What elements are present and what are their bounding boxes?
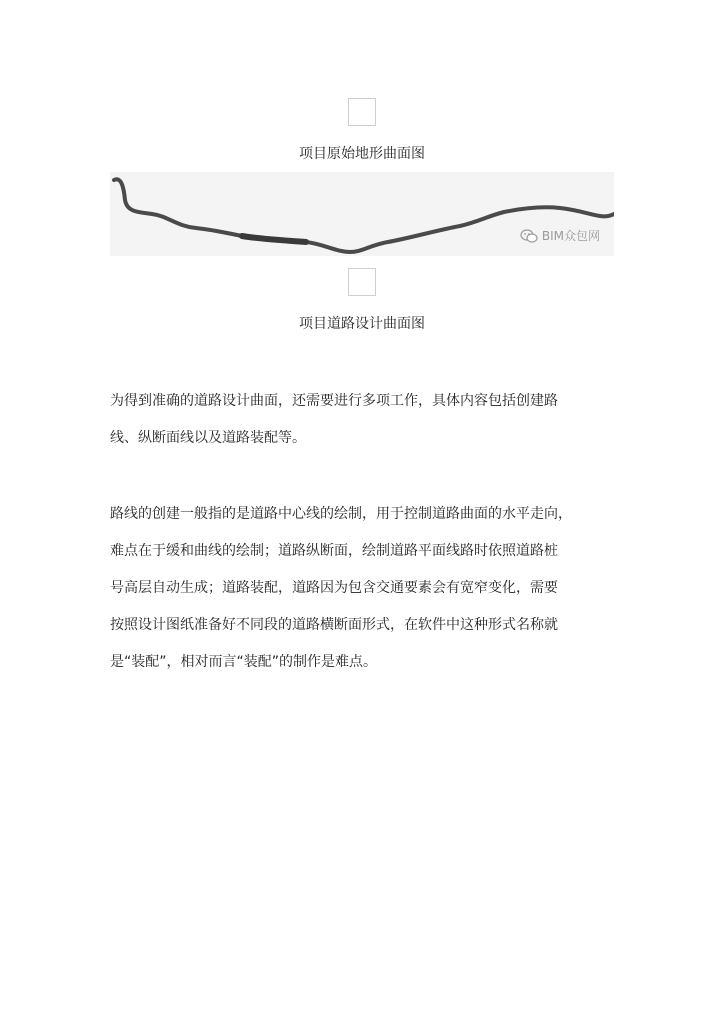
paragraph-line: 号高层自动生成；道路装配，道路因为包含交通要素会有宽窄变化，需要 <box>110 580 558 596</box>
figure1-caption: 项目原始地形曲面图 <box>299 146 425 162</box>
paragraph-line: 为得到准确的道路设计曲面，还需要进行多项工作，具体内容包括创建路 <box>110 393 558 409</box>
paragraph-line: 难点在于缓和曲线的绘制；道路纵断面，绘制道路平面线路时依照道路桩 <box>110 543 558 559</box>
watermark-text: BIM众包网 <box>541 229 600 243</box>
paragraph-1 <box>110 383 620 457</box>
watermark <box>520 227 600 244</box>
paragraph-2 <box>110 496 620 681</box>
paragraph-line: 是“装配”，相对而言“装配”的制作是难点。 <box>110 654 378 670</box>
road-alignment-image <box>110 172 614 256</box>
road-centerline-thick-segment <box>242 236 306 242</box>
paragraph-line: 按照设计图纸准备好不同段的道路横断面形式，在软件中这种形式名称就 <box>110 617 558 633</box>
figure2-caption: 项目道路设计曲面图 <box>299 316 425 332</box>
terrain-image-placeholder <box>348 98 376 126</box>
paragraph-line: 路线的创建一般指的是道路中心线的绘制，用于控制道路曲面的水平走向， <box>110 506 572 522</box>
wechat-icon <box>520 229 538 243</box>
road-design-image-placeholder <box>348 268 376 296</box>
paragraph-line: 线、纵断面线以及道路装配等。 <box>110 430 306 446</box>
